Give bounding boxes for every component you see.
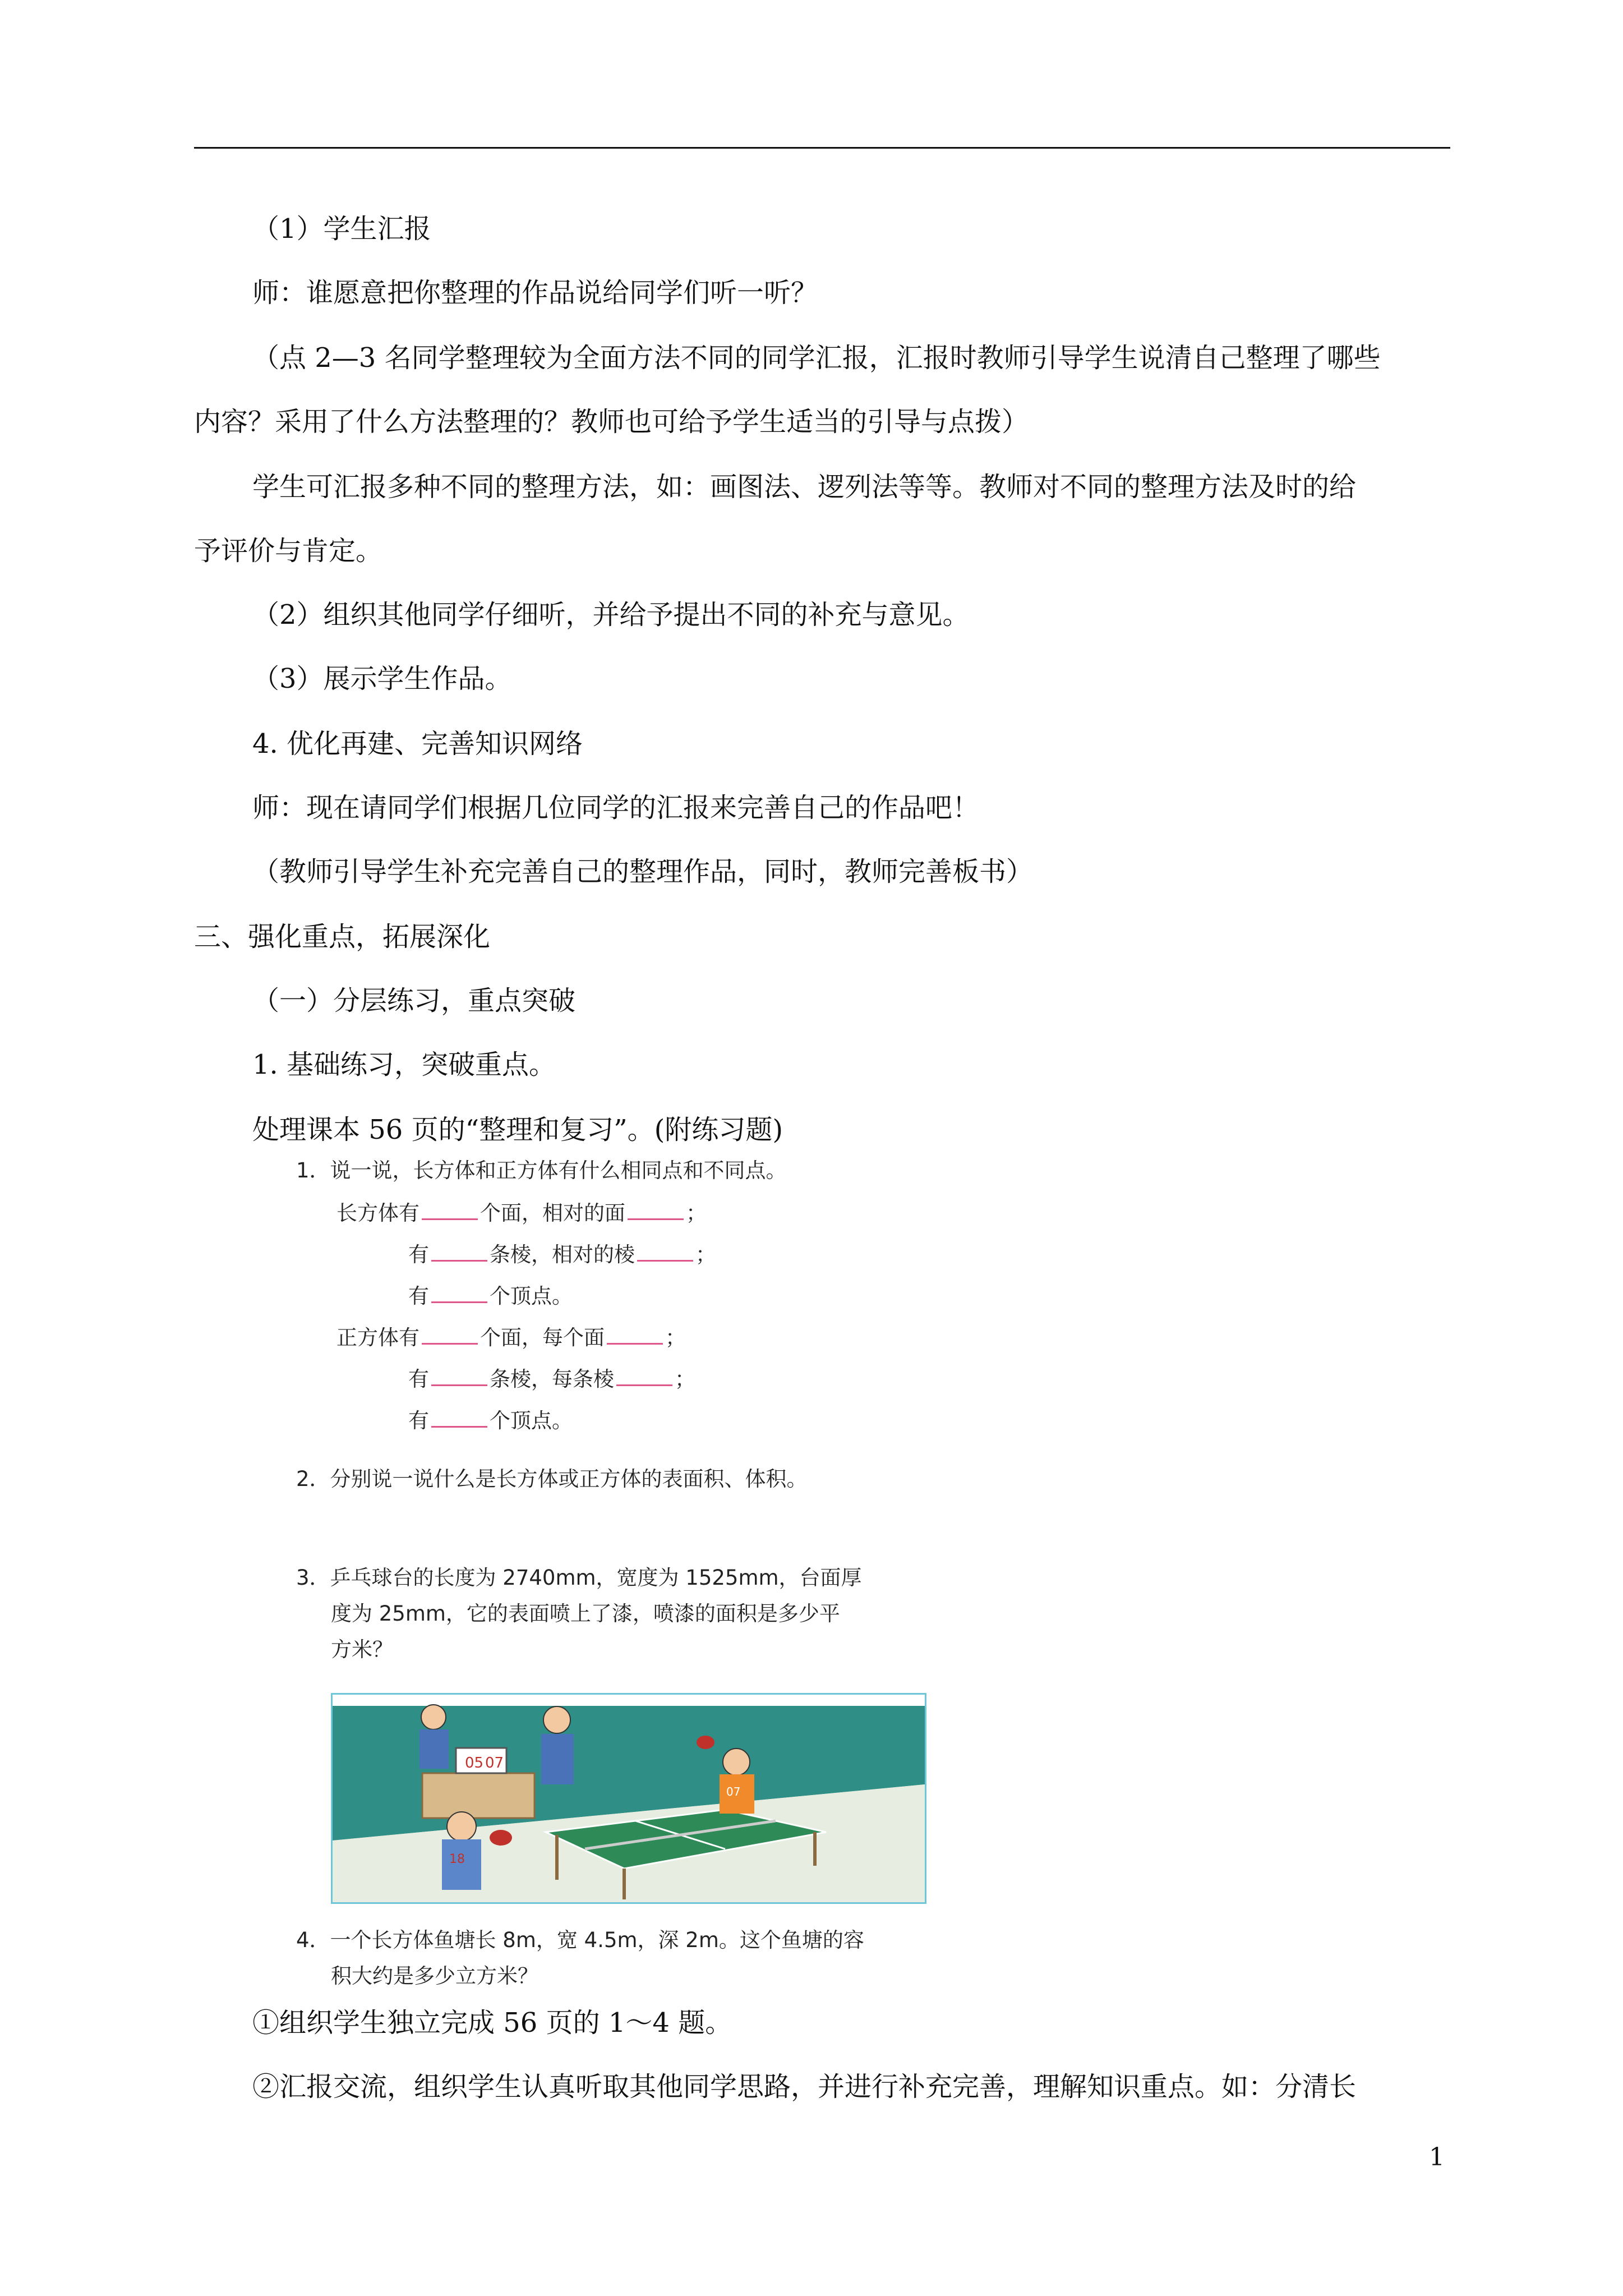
paragraph: 予评价与肯定。 [194, 535, 383, 567]
answer-blank [431, 1285, 487, 1303]
player-near-number: 18 [449, 1852, 465, 1866]
answer-blank [637, 1243, 693, 1262]
answer-blank [422, 1326, 478, 1345]
paragraph: （2）组织其他同学仔细听，并给予提出不同的补充与意见。 [252, 599, 970, 631]
header-rule [194, 147, 1450, 149]
page-number: 1 [1429, 2143, 1445, 2171]
answer-blank [422, 1202, 478, 1220]
paragraph: 师：谁愿意把你整理的作品说给同学们听一听？ [252, 277, 818, 309]
player-far [723, 1749, 750, 1775]
exercise-row: 有 个顶点。 [408, 1409, 573, 1433]
answer-blank [431, 1368, 487, 1386]
table-tennis-scene [333, 1695, 925, 1902]
paragraph: （1）学生汇报 [252, 213, 431, 245]
exercise-row: 长方体有 个面，相对的面 ； [336, 1201, 707, 1225]
answer-blank [431, 1243, 487, 1262]
answer-blank [607, 1326, 663, 1345]
answer-blank [431, 1409, 487, 1428]
answer-blank [616, 1368, 672, 1386]
table-tennis-illustration [331, 1693, 926, 1904]
paragraph: 4. 优化再建、完善知识网络 [252, 728, 583, 760]
exercise-q3-line: 度为 25mm，它的表面喷上了漆，喷漆的面积是多少平 [331, 1602, 840, 1626]
player-near [447, 1812, 476, 1841]
paragraph: 内容？采用了什么方法整理的？教师也可给予学生适当的引导与点拨） [194, 406, 1029, 438]
umpire-right [543, 1706, 570, 1733]
exercise-row: 有 条棱，相对的棱 ； [408, 1243, 716, 1267]
paragraph: 学生可汇报多种不同的整理方法，如：画图法、逻列法等等。教师对不同的整理方法及时的给 [252, 471, 1357, 503]
paragraph: 师：现在请同学们根据几位同学的汇报来完善自己的作品吧！ [252, 792, 980, 823]
exercise-q3-line: 方米？ [331, 1637, 393, 1662]
scoreboard-left-score: 05 [465, 1755, 484, 1772]
paragraph: （教师引导学生补充完善自己的整理作品，同时，教师完善板书） [252, 856, 1034, 887]
exercise-row: 有 个顶点。 [408, 1284, 573, 1308]
umpire-left-body [419, 1729, 449, 1769]
paragraph: 处理课本 56 页的“整理和复习”。(附练习题) [252, 1114, 783, 1145]
paragraph: ①组织学生独立完成 56 页的 1～4 题。 [252, 2007, 732, 2039]
umpire-right-body [541, 1734, 574, 1784]
paddle-far [697, 1736, 714, 1749]
paragraph: （点 2—3 名同学整理较为全面方法不同的同学汇报，汇报时教师引导学生说清自己整理了哪些 [252, 342, 1381, 374]
exercise-row: 正方体有 个面，每个面 ； [336, 1326, 686, 1350]
exercise-q2: 2．分别说一说什么是长方体或正方体的表面积、体积。 [296, 1467, 808, 1491]
umpire-desk [422, 1773, 534, 1818]
answer-blank [628, 1202, 684, 1220]
paragraph: 1. 基础练习，突破重点。 [252, 1049, 556, 1080]
player-far-number: 07 [726, 1785, 741, 1798]
paragraph: （3）展示学生作品。 [252, 663, 512, 694]
section-heading: 三、强化重点，拓展深化 [194, 921, 491, 953]
scoreboard-right-score: 07 [485, 1755, 504, 1772]
exercise-row: 有 条棱，每条棱 ； [408, 1367, 695, 1391]
exercise-q4-line: 积大约是多少立方米？ [331, 1964, 538, 1988]
umpire-left [421, 1705, 446, 1729]
exercise-q4-line: 4．一个长方体鱼塘长 8m，宽 4.5m，深 2m。这个鱼塘的容 [296, 1928, 864, 1952]
paddle-near [490, 1830, 512, 1846]
exercise-q1: 1．说一说，长方体和正方体有什么相同点和不同点。 [296, 1158, 787, 1182]
paragraph: ②汇报交流，组织学生认真听取其他同学思路，并进行补充完善，理解知识重点。如：分清长 [252, 2071, 1357, 2102]
exercise-q3-line: 3．乒乓球台的长度为 2740mm，宽度为 1525mm，台面厚 [296, 1566, 862, 1590]
subsection-heading: （一）分层练习，重点突破 [252, 985, 576, 1016]
